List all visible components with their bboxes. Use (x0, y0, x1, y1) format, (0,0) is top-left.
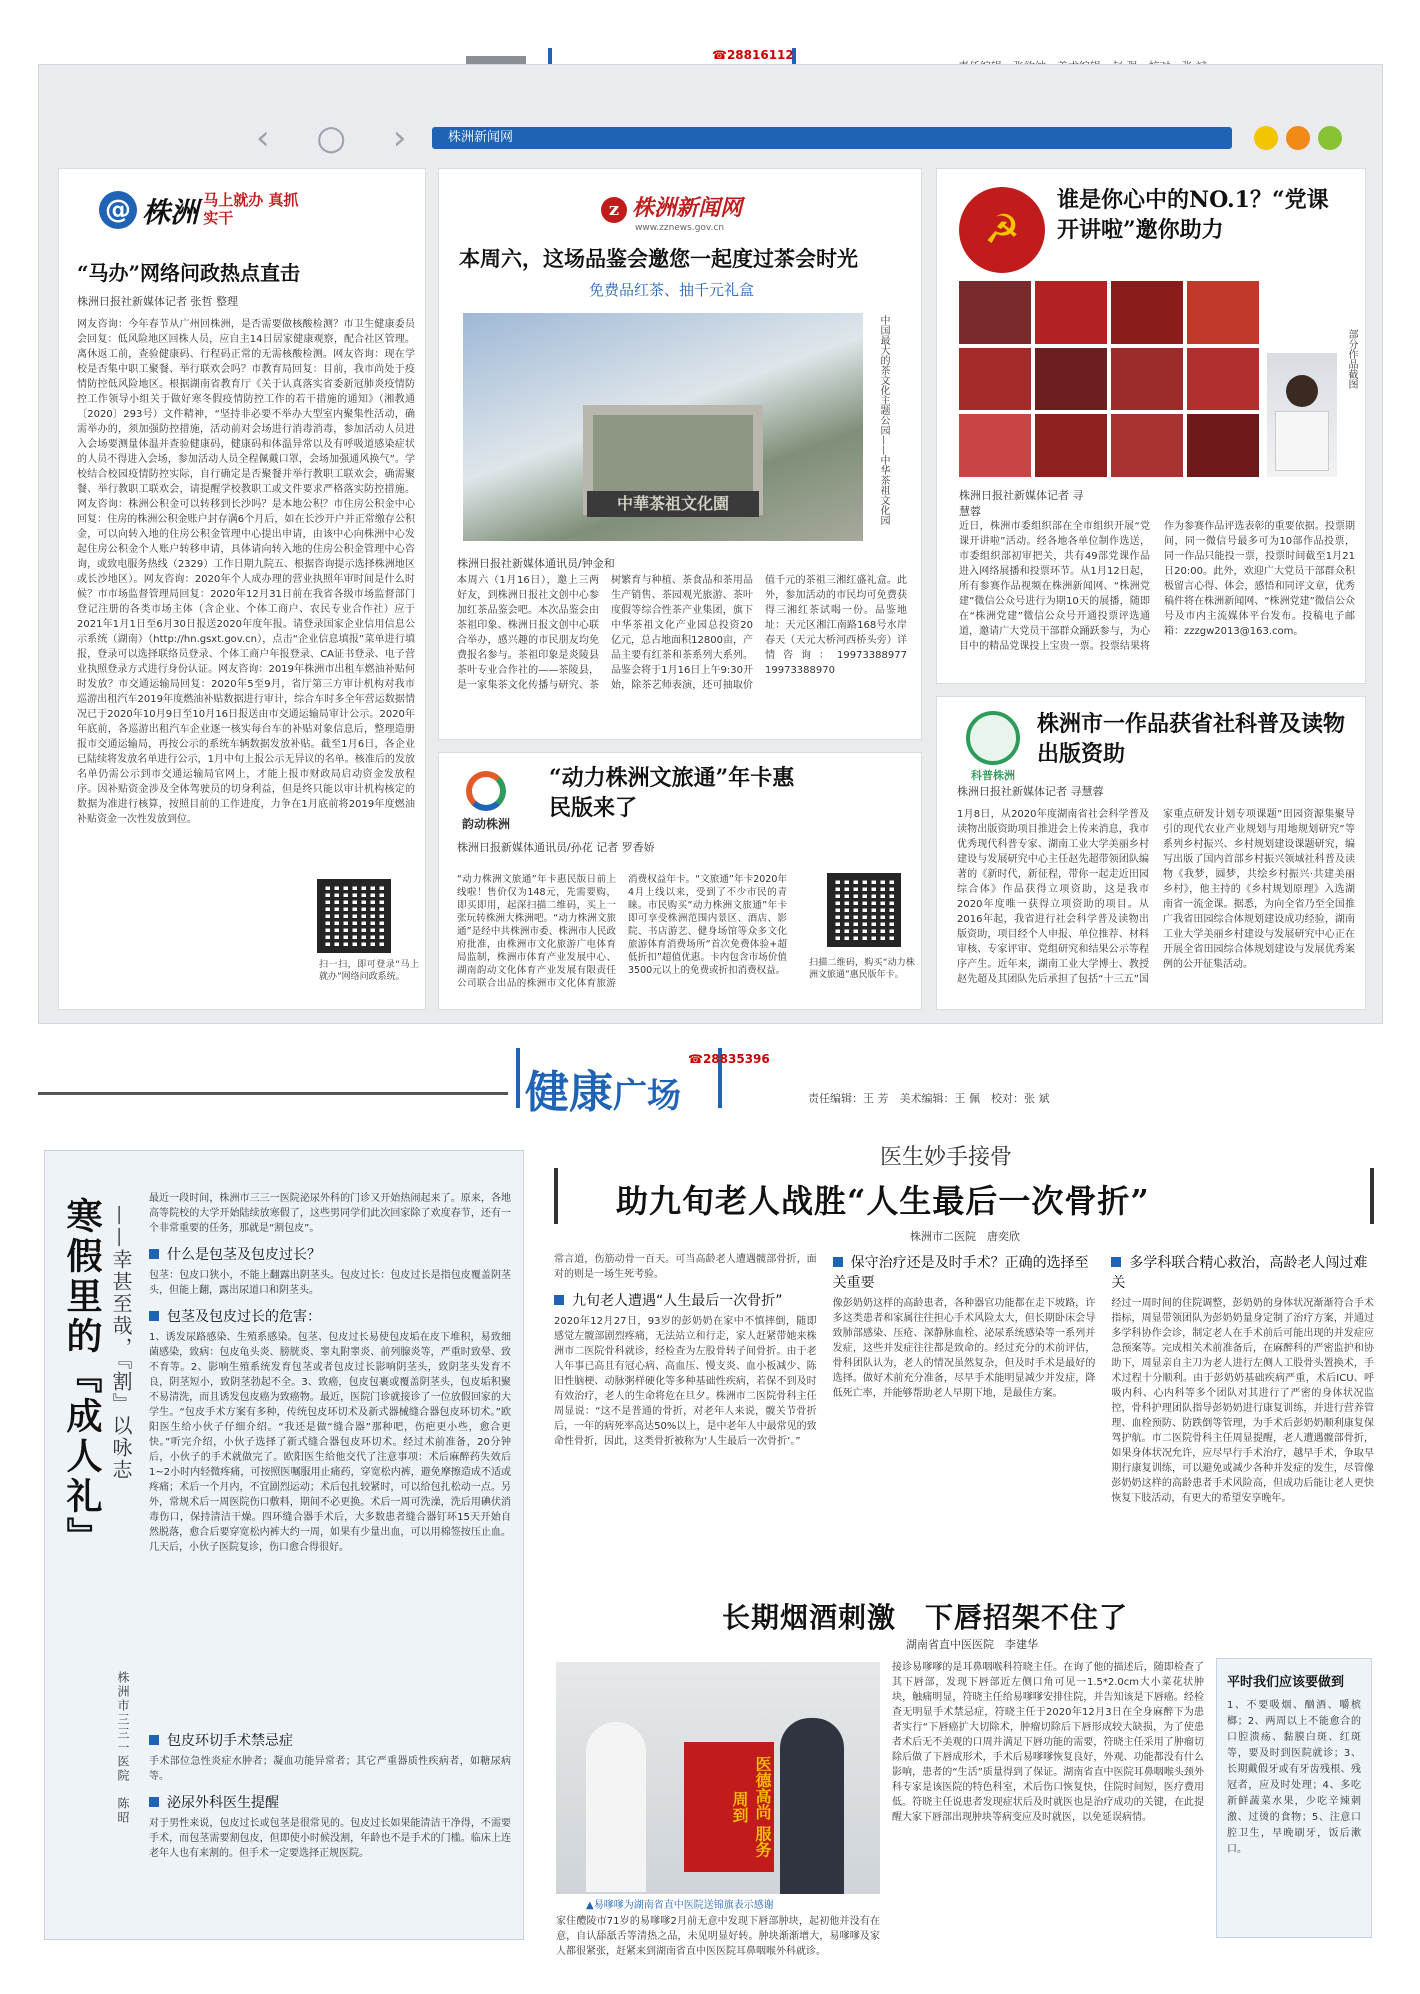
q1-heading: 什么是包茎及包皮过长？ (149, 1244, 511, 1264)
video-thumb[interactable] (1187, 414, 1259, 477)
article-title: 谁是你心中的NO.1？“党课开讲啦”邀你助力 (1057, 187, 1329, 243)
article-title: 本周六，这场品鉴会邀您一起度过茶会时光 (459, 246, 858, 271)
qr-caption: 扫一扫，即可登录“马上就办”网络问政系统。 (319, 960, 419, 982)
a3: 手术部位急性炎症水肿者；凝血功能异常者；其它严重器质性疾病者，如糖尿病等。 (149, 1756, 511, 1782)
article-title: “动力株洲文旅通”年卡惠民版来了 (549, 765, 795, 821)
h1-heading: 九旬老人遭遇“人生最后一次骨折” (554, 1290, 817, 1310)
silk-banner: 医德高尚 服务周到 (684, 1742, 774, 1872)
browser-nav-icons[interactable]: ‹ ○ › (256, 118, 425, 158)
article-title: 助九旬老人战胜“人生最后一次骨折” (616, 1182, 1150, 1220)
article-title: 长期烟酒刺激 下唇招架不住了 (722, 1601, 1129, 1634)
byline: 株洲日报社新媒体记者 张哲 整理 (77, 295, 238, 308)
article-science-book (936, 696, 1366, 1010)
health-hotline: ☎28835396 (688, 1052, 770, 1066)
a1: 包茎：包皮口狭小，不能上翻露出阴茎头。包皮过长：包皮过长是指包皮覆盖阴茎头，但能上翻，露出尿道口和阴茎头。 (149, 1270, 511, 1296)
article-subtitle: ——幸甚至哉，『割』以咏志 (109, 1205, 133, 1481)
h2-heading: 保守治疗还是及时手术？正确的选择至关重要 (833, 1252, 1096, 1292)
person (780, 1718, 844, 1894)
video-thumb[interactable] (1187, 348, 1259, 411)
intro: 最近一段时间，株洲市三三一医院泌尿外科的门诊又开始热闹起来了。原来，各地高等院校的大学开始陆续放寒假了，这些男同学们此次回家除了欢度春节，还有一个非常重要的任务，那就是“割包皮”。 (149, 1193, 511, 1234)
person (586, 1722, 646, 1892)
article-title: “马办”网络问政热点直击 (77, 261, 301, 285)
article-culture-pass (438, 752, 922, 1010)
q3-heading: 包皮环切手术禁忌症 (149, 1730, 511, 1750)
p3: 经过一周时间的住院调整，彭奶奶的身体状况渐渐符合手术指标，周显带领团队为彭奶奶量身定制了治疗方案，并通过多学科协作会诊，制定老人在手术前后可能出现的并发症应急预案等。完成相关术前准备后，在麻醉科的严密监护和协助下，周显亲自主刀为老人进行左侧人工股骨头置换术，手术过程十分顺利。由于彭奶奶基础疾病严重，术后ICU、呼吸内科、心内科等多个团队对其进行了严密的身体状况监控，骨科护理团队指导彭奶奶进行康复训练，并进行营养管理、血栓预防、防跌倒等管理，为手术后彭奶奶顺利康复保驾护航。市二医院骨科主任周显提醒，老人遭遇髋部骨折，如果身体状况允许，应尽早行手术治疗，越早手术，争取早期行康复训练，可以避免或减少各种并发症的发生，尽管像彭奶奶这样的高龄患者手术风险高，但成功后能让老人更快恢复下肢活动，有更大的希望安享晚年。 (1111, 1298, 1375, 1504)
video-thumb[interactable] (959, 348, 1031, 411)
tips-list: 1、不要吸烟、酗酒、嚼槟榔；2、两周以上不能愈合的口腔溃疡、黏膜白斑、红斑等，要及时到医院就诊；3、长期戴假牙或有牙齿残根、残冠者，应及时处理；4、多吃新鲜蔬菜水果，少吃辛辣刺激、过烫的食物；5、注意口腔卫生，早晚刷牙，饭后漱口。 (1227, 1700, 1361, 1855)
byline: 湖南省直中医医院 李建华 (906, 1638, 1038, 1651)
zznews-icon: z (601, 197, 627, 223)
science-icon (966, 711, 1020, 765)
a2: 1、诱发尿路感染、生殖系感染。包茎、包皮过长易使包皮垢在皮下堆积，易致细菌感染，致病：包皮龟头炎、膀胱炎、睾丸附睾炎、前列腺炎等，严重时致晕、致不育等。2、影响生殖系统发育包茎或者包皮过长影响阴茎头，致阴茎头发育不良，阴茎短小，致阴茎勃起不全。3、致癌，包皮包裹或覆盖阴茎头，包皮垢积聚不易清洗，而且诱发包皮癌为致癌物。最近，医院门诊就接诊了一位放假回家的大学生。“包皮手术方案有多种，传统包皮环切术及新式器械缝合器包皮环切术。”欧阳医生给小伙子仔细介绍。“我还是做“缝合器”那种吧，伤疤更小些，愈合更快。”听完介绍，小伙子选择了新式缝合器包皮环切术。经过术前准备，20分钟后，小伙子的手术就做完了。欧阳医生给他交代了注意事项：术后麻醉药失效后1~2小时内轻微疼痛，可按照医嘱服用止痛药，穿宽松内裤，避免摩擦造成不适或疼痛；术后一个月内，不宜剧烈运动；术后包扎较紧时，可以给包扎松动一点。另外，常规术后一周医院伤口敷料，期间不必更换。术后一周可洗澡，洗后用碘伏消毒伤口，保持清洁干燥。四环缝合器手术后，大多数患者缝合器钉环15天开始自然脱落，愈合后要穿宽松内裤大约一周，如果有少量出血，可以用棉签按压止血。几天后，小伙子医院复诊，伤口愈合得很好。 (149, 1332, 511, 1553)
party-emblem: ☭ (959, 187, 1045, 273)
phone-icon: ☎ (712, 48, 727, 62)
byline: 株洲日报社新媒体通讯员/钟金和 (457, 557, 615, 570)
minimize-button[interactable] (1254, 126, 1278, 150)
at-icon: @ (99, 191, 137, 229)
hotline: ☎28816112 (712, 48, 794, 62)
video-thumb[interactable] (1111, 348, 1183, 411)
gallery-caption: 部分作品截图 (1346, 329, 1357, 389)
tea-park-photo[interactable] (463, 313, 863, 541)
video-thumb[interactable] (1111, 281, 1183, 344)
article-title: 寒假里的『成人礼』 (61, 1197, 103, 1557)
video-thumb[interactable] (1035, 348, 1107, 411)
article-subtitle: 免费品红茶、抽千元礼盒 (589, 281, 755, 299)
kicker: 医生妙手接骨 (880, 1145, 1013, 1170)
article-circumcision (44, 1150, 524, 1940)
article-tea-tasting (438, 168, 922, 740)
section-divider (38, 1092, 508, 1095)
article-mayor-hotline (58, 168, 426, 1010)
article-body: 本周六（1月16日），邀上三两好友，到株洲日报社文创中心参加红茶品鉴会吧。本次品鉴会由茶祖印象、株洲日报文创中心联合举办，感兴趣的市民朋友均免费报名参与。茶祖印象是炎陵县茶叶专业合作社的——茶陵县，是一家集茶文化传播与研究、茶树繁育与种植、茶食品和茶用品生产销售、茶园观光旅游、茶叶度假等综合性茶产业集团，旗下中华茶祖文化产业园总投资20亿元，总占地面积12800亩，产品主要有红茶和茶系列大系列。品鉴会将于1月16日上午9:30开始，除茶艺师表演，还可抽取价值千元的茶祖三湘红盛礼盒。此外，参加活动的市民均可免费获得三湘红茶试喝一份。品鉴地址：天元区湘江南路168号水岸春天（天元大桥河西桥头旁）详情咨询：19973388977 19973388970 (457, 575, 907, 691)
article-title: 株洲市一作品获省社科普及读物出版资助 (1037, 711, 1346, 767)
close-button[interactable] (1318, 126, 1342, 150)
p1: 2020年12月27日，93岁的彭奶奶在家中不慎摔倒，随即感觉左髋部剧烈疼痛，无法站立和行走，家人赶紧带她来株洲市二医院骨科就诊，经检查为左股骨转子间骨折。由于老人年事已高且有冠心病、高血压、慢支炎、血小板减少、陈旧性脑梗、动脉粥样硬化等多种基础性疾病，若保不到及时有效治疗，老人的生命将危在旦夕。株洲市二医院骨科主任周显说：“这不是普通的骨折，对老年人来说，髋关节骨折后，一年的病死率高达50%以上，是中老年人中最常见的致命性骨折，因此，这类骨折被称为‘人生最后一次骨折’。” (554, 1316, 817, 1447)
byline: 株洲市二医院 唐奕欣 (910, 1230, 1020, 1243)
health-section-title: 健康广场 (525, 1067, 681, 1118)
h3-heading: 多学科联合精心救治，高龄老人闯过难关 (1111, 1252, 1374, 1292)
lead: 常言道，伤筋动骨一百天。可当高龄老人遭遇髋部骨折，面对的则是一场生死考验。 (554, 1254, 817, 1280)
q4-heading: 泌尿外科医生提醒 (149, 1792, 511, 1812)
p2: 接诊易嗲嗲的是耳鼻咽喉科符晓主任。在询了他的描述后，随即检查了其下唇部，发现下唇部近左侧口角可见一1.5*2.0cm大小菜花状肿块，触痛明显，符晓主任给易嗲嗲安排住院，并告知该是下唇癌。经检查无明显手术禁忌症，符晓主任于2020年12月3日在全身麻醉下为患者实行“下唇癌扩大切除术，肿瘤切除后下唇形成较大缺损，为了使患者术后无不美观的口周并满足下唇功能的需要，符晓主任采用了肿瘤切除后做了下唇成形术，手术后易嗲嗲恢复良好，外观、功能都没有什么影响，患者的“生活”质量得到了保证。湖南省直中医院耳鼻咽喉头颈外科专家是该医院的特色科室，术后伤口恢复快，住院时间短，医疗费用低。符晓主任说患者发现症状后及时就医也是治疗成功的关键，在此提醒大家下唇部出现肿块等病变应及时就医，以免延误病情。 (892, 1662, 1204, 1823)
byline: 株洲日报社新媒体记者 寻慧蓉 (957, 785, 1104, 798)
site-logo: z 株洲新闻网 www.zznews.gov.cn (601, 191, 742, 233)
video-grid[interactable] (959, 281, 1259, 477)
author: 株洲市三三一医院 陈昭 (116, 1671, 130, 1825)
video-thumb[interactable] (959, 414, 1031, 477)
qr-code[interactable] (317, 879, 391, 953)
article-body: 近日，株洲市委组织部在全市组织开展“党课开讲啦”活动。经各地各单位制作选送，市委组织部初审把关，共有49部党课作品进入网络展播和投票环节。从1月12日起，所有参赛作品视频在株洲新闻网、“株洲党建”微信公众号进行为期10天的展播，随即在“株洲党建”微信公众号开通投票评选通道，邀请广大党员干部群众踊跃参与，为心目中的精品党课投上宝贵一票。投票结果将作为参赛作品评选表彰的重要依据。投票期间，同一微信号最多可为10部作品投票，同一作品只能投一票，投票时间截至1月21日20:00。此外，欢迎广大党员干部群众积极留言心得、体会，感悟和同评文章，优秀稿件将在株洲新闻网、“株洲党建”微信公众号及市内主流媒体平台发布。投稿电子邮箱：zzzgw2013@163.com。 (959, 521, 1355, 652)
article-body: 网友咨询：今年春节从广州回株洲，是否需要做核酸检测？市卫生健康委员会回复：低风险地区回株人员，应自主14日居家健康观察，配合社区管理。离休返工前，查验健康码、行程码正常的无需核酸检测。网友咨询：现在学校是否集中职工聚餐、举行联欢会吗？市教育局回复：目前，我市尚处于疫情防控低风险地区。根据湖南省教育厅《关于认真落实省委新冠肺炎疫情防控工作领导小组关于做好寒冬假疫情防控工作的若干措施的通知》（湘教通〔2020〕293号）文件精神，“坚持非必要不举办大型室内聚集性活动，确需举办的，须加强防控措施，活动前对会场进行消毒消毒，参加活动人员进入会场要测量体温并查验健康码，健康码和体温异常以及有呼吸道感染症状的人员不得进入会场，参加活动人员全程佩戴口罩，会场加强通风换气”。学校结合校园疫情防控实际，自行确定是否聚餐并举行教职工联欢会，确需聚餐、举行教职工联欢会，请提醒学校教职工或文件要求严格落实防控措施。网友咨询：株洲公积金可以转移到长沙吗？是本地公积？市住房公积金中心回复：住房的株洲公积金账户封存满6个月后，如在长沙开户并正常缴存公积金，可以向转入地的住房公积金管理中心提出申请，由该中心向株洲中心发起住房公积金个人账户转移申请，具体请向转入地的住房公积金管理中心咨询，或致电服务热线（2329）工作日期九院五、根据咨询提示选择株洲地区或长沙地区）。网友咨询：2020年个人成办理的营业执照年审时间是什么时候？市市场监督管理局回复：2020年12月31日前在我省各级市场监督部门登记注册的各类市场主体（含企业、个体工商户、农民专业合作社）应于2021年1月1日至6月30日报送2020年度年报。请登录国家企业信用信息公示系统（湖南）（http://hn.gsxt.gov.cn），点击“企业信息填报”菜单进行填报，登录可以选择联络员登录、个体工商户年报登录、CA证书登录、电子营业执照登录方式进行身份认证。网友咨询：2019年株洲市出租车燃油补贴何时发放？市交通运输局回复：2020年5至9月，省厅第三方审计机构对我市巡游出租汽车2019年度燃油补贴数据进行审计，综合车时多全年营运数据情况已于2020年10月9日至10月16日报送由市交通运输局审计公示。2020年年底前，各巡游出租汽车企业逐一核实每台车的补贴对象信息后，整理造册报市交通运输局，再按公示的系统车辆数据发放补贴。截至1月6日，各企业已陆续将发放名单进行公示，1月中旬上报公示无异议的名单。核准后的发放名单仍需公示到市交通运输局官网上，才能上报市财政局启动资金发放程序。因补贴资金涉及全体驾驶员的切身利益，但是终只能以审计机构核定的数据为准进行核算，按照目前的工作进度，力争在1月底前将2019年度燃油补贴资金一次性发放到位。 (77, 319, 415, 825)
video-thumb[interactable] (959, 281, 1031, 344)
phone-icon: ☎ (688, 1052, 703, 1066)
video-thumb[interactable] (1035, 281, 1107, 344)
qr-caption: 扫描二维码，购买“动力株洲文旅通”惠民版年卡。 (809, 958, 915, 980)
byline: 株洲日报新媒体通讯员/孙花 记者 罗香娇 (457, 841, 655, 854)
p2: 像彭奶奶这样的高龄患者，各种器官功能都在走下坡路，许多这类患者和家属往往担心手术风险太大，但长期卧床会导致肺部感染、压疮、深静脉血栓、泌尿系统感染等一系列并发症，这些并发症往往都是致命的。经过充分的术前评估，骨科团队认为，老人的情况虽然复杂，但及时手术是最好的选择。做好术前充分准备，尽早手术能明显减少并发症，降低死亡率，并能够帮助老人早期下地，是最佳方案。 (832, 1298, 1096, 1399)
article-columns (554, 1252, 1374, 1592)
thanks-photo[interactable] (556, 1662, 880, 1894)
article-body: “动力株洲文旅通”年卡惠民版日前上线啦！售价仅为148元，先需要购，即买即用，起深扫描二维码，买上一张玩转株洲大株洲吧。“动力株洲文旅通”是经中共株洲市委、株洲市人民政府批准，由株洲市文化旅游广电体育局监制，株洲市体育产业发展中心、湖南韵动文化体育产业发展有限责任公司联合出品的株洲市文化体育旅游消费权益年卡。“文旅通”年卡2020年4月上线以来，受到了不少市民的青睐。市民购买“动力株洲文旅通”年卡即可享受株洲范围内景区、酒店、影院、书店游艺、健身场馆等众多文化旅游体育消费场所“首次免费体验+超低折扣”超值优惠。卡内包含市场价值3500元以上的免费或折扣消费权益。 (457, 874, 787, 989)
body-area (149, 1191, 511, 1861)
maximize-button[interactable] (1286, 126, 1310, 150)
byline: 株洲日报社新媒体记者 寻慧蓉 (959, 489, 1084, 518)
presenter-photo[interactable] (1267, 353, 1337, 477)
tips-title: 平时我们应该要做到 (1227, 1675, 1345, 1690)
photo-caption: 中国最大的茶文化主题公园——中华茶祖文化园 (878, 315, 889, 525)
video-thumb[interactable] (1187, 281, 1259, 344)
video-thumb[interactable] (1035, 414, 1107, 477)
article-party-lessons (936, 168, 1366, 684)
yundong-logo: 韵动株洲 (453, 771, 519, 832)
video-thumb[interactable] (1111, 414, 1183, 477)
article-body: 1月8日，从2020年度湖南省社会科学普及读物出版资助项目推进会上传来消息，我市优秀现代科普专家、湖南工业大学美丽乡村建设与发展研究中心主任赵先超带领团队编著的《新时代，新征程，带你一起走近田园综合体》作品获得立项资助，这是我市2020年度唯一获得立项资助的项目。从2016年起，我省进行社会科学普及读物出版资助，项目经个人申报、单位推荐、材料审核、专家评审、党组研究和结果公示等程序产生。近年来，湖南工业大学博士、教授赵先超及其团队先后承担了包括“十三五”国家重点研发计划专项课题”田园资源集聚导引的现代农业产业规划与用地规划研究”等系列乡村振兴、乡村规划建设课题研究，编写出版了国内首部乡村振兴领域社科普及读物《我梦，圆梦，共绘乡村振兴·共建美丽乡村》，他主持的《乡村规划原理》入选湖南省一流金课。据悉，为向全省乃至全国推广我省田园综合体规划建设成功经验，湖南工业大学美丽乡村建设与发展研究中心正在开展全省田园综合体规划建设与发展优秀案例的公开征集活动。 (957, 809, 1355, 985)
health-editors: 责任编辑：王 芳 美术编辑：王 佩 校对：张 斌 (808, 1092, 1050, 1105)
photo-caption: ▲易嗲嗲为湖南省直中医院送锦旗表示感谢 (586, 1900, 774, 1911)
arch-inscription: 中華茶祖文化園 (587, 491, 759, 517)
p1: 家住醴陵市71岁的易嗲嗲2月前无意中发现下唇部肿块，起初他并没有在意，自认舔舐舌等清热之品，未见明显好转。肿块渐渐增大，易嗲嗲及家人都很紧张，赶紧来到湖南省直中医医院耳鼻咽喉外科就诊。 (556, 1916, 880, 1957)
q2-heading: 包茎及包皮过长的危害： (149, 1306, 511, 1326)
science-badge: 科普株洲 (957, 711, 1029, 783)
a4: 对于男性来说，包皮过长或包茎是很常见的。包皮过长如果能清洁干净得，不需要手术，而包茎需要割包皮，但即使小时候没割，年龄也不是手术的门槛。临床上连老年人也有来割的。但手术一定要选择正规医院。 (149, 1818, 511, 1859)
tips-box (1216, 1658, 1372, 1938)
url-bar[interactable]: 株洲新闻网 (432, 127, 1232, 149)
mayor-logo: @ 株洲 马上就办 真抓实干 (99, 191, 389, 235)
swirl-icon (466, 771, 506, 811)
qr-code[interactable] (827, 873, 901, 947)
